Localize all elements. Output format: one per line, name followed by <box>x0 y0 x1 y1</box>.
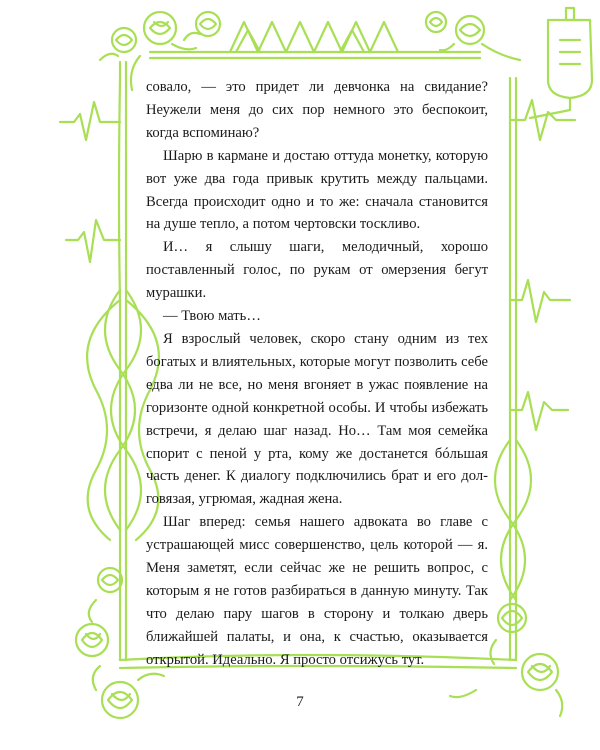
heartbeat-line-right <box>510 100 575 430</box>
page-number: 7 <box>296 694 304 710</box>
top-zigzag-ornament <box>230 22 398 52</box>
paragraph: И… я слышу шаги, мелодичный, хорошо поставленный голос, по рукам от омерзения бегут мурашки. <box>146 239 488 302</box>
iv-bag-icon <box>530 8 592 118</box>
paragraph: Шарю в кармане и достаю оттуда монетку, которую вот уже два года привык крутить между пальцами. Всегда происходит одно и то же: сначала становится на душе тепло, а потом чертовски тоскливо. <box>146 147 488 233</box>
celtic-knot-right <box>495 440 531 600</box>
paragraph: Я взрослый человек, скоро стану одним из тех богатых и влиятельных, которые могут позволить себе едва ли не все, но меня вгоняет в ужас появление на горизонте одной конкретной особы. И чтобы избежать встречи, я делаю шаг назад. Но… Там моя семейка спорит с пеной у рта, кому же достанется бóльшая часть денег. К диалогу подключились брат и его долговязая, угрюмая, жадная жена. <box>146 330 488 508</box>
paragraph: Шаг вперед: семья нашего адвоката во главе с устрашающей мисс совершенство, цель которой — я. Меня заметят, если сейчас же не решить вопрос, с которым я не готов разбираться в данную минуту. Так что делаю пару шагов в сторону и толкаю дверь ближайшей палаты, и она, к счастью, оказывается открытой. Идеально. Я просто отсижусь тут. <box>146 514 488 668</box>
paragraph: — Твою мать… <box>163 308 261 325</box>
heartbeat-line-left <box>60 102 120 262</box>
body-text <box>146 76 488 672</box>
paragraph: совало, — это придет ли девчонка на свидание? Неужели меня до сих пор немного это беспокоит, когда вспоминаю? <box>146 79 488 141</box>
